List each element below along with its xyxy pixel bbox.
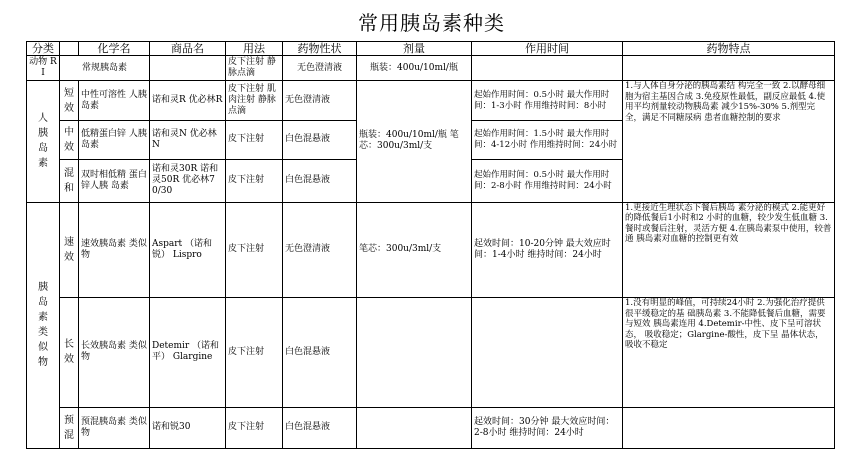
cell-chemical-name: 预混胰岛素 类似物 [79,407,150,448]
cell-action-time: 起始作用时间：0.5小时 最大作用时间：1-3小时 作用维持时间：8小时 [472,81,623,120]
cell-dosage [357,407,472,448]
cell-chemical-name: 双时相低精 蛋白锌人胰 岛素 [79,160,150,202]
cell-brand-name: 诺和灵N 优必林N [150,120,226,159]
cell-subtype: 中效 [60,120,79,159]
cell-analog-group: 胰岛素类似物 [27,202,60,448]
cell-features: 1.更接近生理状态下餐后胰岛 素分泌的模式 2.能更好的降低餐后1小时和2 小时的血糖，较少发生低血糖 3.餐时或餐后注射，灵活方便 4.在胰岛素泵中使用，较普通 胰岛素对血糖的控制更有效 [623,202,835,298]
header-drug-property: 药物性状 [283,42,357,56]
cell-brand-name [150,56,226,81]
table-row-analog-long [27,298,835,407]
cell-dosage: 瓶装：400u/10ml/瓶 [357,56,472,81]
cell-features [623,56,835,81]
header-usage: 用法 [226,42,283,56]
header-dosage: 剂量 [357,42,472,56]
cell-chemical-name: 长效胰岛素 类似物 [79,298,150,407]
cell-features [623,407,835,448]
cell-brand-name: 诺和灵R 优必林R [150,81,226,120]
cell-usage: 皮下注射 [226,407,283,448]
cell-property: 无色澄清液 [283,202,357,298]
page-title: 常用胰岛素种类 [358,11,505,35]
cell-property: 无色澄清液 [283,56,357,81]
cell-brand-name: Aspart （诺和锐） Lispro [150,202,226,298]
cell-subtype: 混和 [60,160,79,202]
insulin-table [26,41,835,449]
cell-action-time: 起效时间：10-20分钟 最大效应时间：1-4小时 维持时间：24小时 [472,202,623,298]
cell-usage: 皮下注射 肌肉注射 静脉点滴 [226,81,283,120]
cell-action-time: 起始作用时间：1.5小时 最大作用时间：4-12小时 作用维持时间：24小时 [472,120,623,159]
header-subtype [60,42,79,56]
table-row-analog-premixed [27,407,835,448]
table-row-analog-rapid [27,202,835,298]
cell-human-group: 人胰岛素 [27,81,60,202]
header-category: 分类 [27,42,60,56]
table-row-animal [27,56,835,81]
cell-action-time: 起始作用时间：0.5小时 最大作用时间：2-8小时 作用维持时间：24小时 [472,160,623,202]
cell-property: 白色混悬液 [283,160,357,202]
cell-brand-name: Detemir （诺和平） Glargine [150,298,226,407]
cell-action-time: 起效时间：30分钟 最大效应时间：2-8小时 维持时间：24小时 [472,407,623,448]
cell-subtype: 速效 [60,202,79,298]
header-features: 药物特点 [623,42,835,56]
cell-category: 动物 RI [27,56,60,81]
cell-dosage: 笔芯：300u/3ml/支 [357,202,472,298]
table-row-human-short [27,81,835,120]
cell-usage: 皮下注射 [226,298,283,407]
cell-subtype: 短效 [60,81,79,120]
cell-brand-name: 诺和灵30R 诺和灵50R 优必林70/30 [150,160,226,202]
cell-action-time [472,298,623,407]
cell-features: 1.没有明显的峰值，可持续24小时 2.为强化治疗提供很平缓稳定的基 础胰岛素 3.不能降低餐后血糖，需要与短效 胰岛素连用 4.Detemir-中性、皮下呈可溶状态， 吸收稳定；Glargine-酸性，皮下呈 晶体状态，吸收不稳定 [623,298,835,407]
header-brand-name: 商品名 [150,42,226,56]
cell-human-features: 1.与人体自身分泌的胰岛素结 构完全一致 2.以酵母细胞为宿主基因合成 3.免疫原性最低，副反应最低 4.使用平均剂量较动物胰岛素 减少15%-30% 5.剂型完全，满足不同糖尿病 患者血糖控制的要求 [623,81,835,202]
header-action-time: 作用时间 [472,42,623,56]
cell-chemical-name: 低精蛋白锌 人胰岛素 [79,120,150,159]
cell-subtype: 预混 [60,407,79,448]
cell-property: 白色混悬液 [283,120,357,159]
cell-dosage [357,298,472,407]
cell-usage: 皮下注射 [226,202,283,298]
cell-usage: 皮下注射 [226,120,283,159]
header-row [27,42,835,56]
cell-subtype: 长效 [60,298,79,407]
cell-property: 白色混悬液 [283,407,357,448]
cell-brand-name: 诺和锐30 [150,407,226,448]
cell-usage: 皮下注射 静脉点滴 [226,56,283,81]
cell-property: 白色混悬液 [283,298,357,407]
cell-chemical-name: 速效胰岛素 类似物 [79,202,150,298]
cell-chemical-name: 常规胰岛素 [60,56,150,81]
cell-action-time [472,56,623,81]
cell-property: 无色澄清液 [283,81,357,120]
cell-chemical-name: 中性可溶性 人胰岛素 [79,81,150,120]
cell-usage: 皮下注射 [226,160,283,202]
cell-human-dosage: 瓶装：400u/10ml/瓶 笔芯：300u/3ml/支 [357,81,472,202]
header-chemical-name: 化学名 [79,42,150,56]
